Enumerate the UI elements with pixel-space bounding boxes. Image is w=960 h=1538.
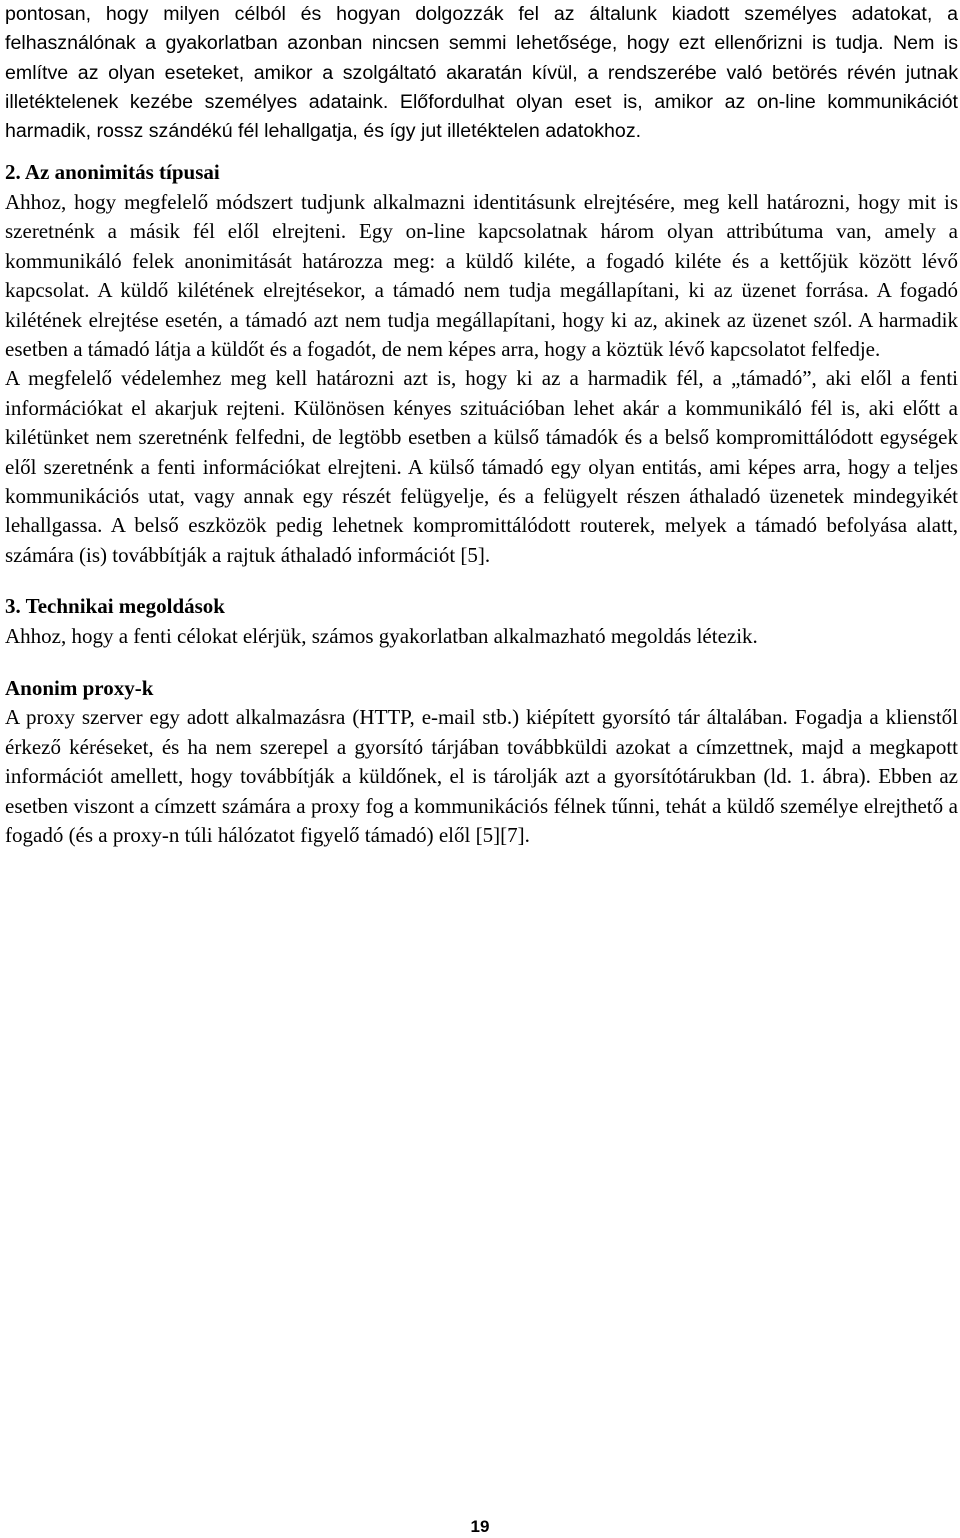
subsection-proxy (5, 674, 958, 850)
body-paragraph: A megfelelő védelemhez meg kell határozni azt is, hogy ki az a harmadik fél, a „támadó”, aki elől a fenti információkat el akarjuk rejteni. Különösen kényes szituációban lehet akár a kommunikáló fél is, aki előtt a kilétünket nem szeretnénk felfedni, de legtöbb esetben a külső támadók és a belső kompromittálódott egységek elől szeretnénk a fenti információkat elrejteni. A külső támadó egy olyan entitás, ami képes arra, hogy a teljes kommunikációs utat, vagy annak egy részét felügyelje, és a felügyelt részen áthaladó üzenetek mindegyikét lehallgassa. A belső eszközök pedig lehetnek kompromittálódott routerek, melyek a támadó befolyása alatt, számára (is) továbbítják a rajtuk áthaladó információt [5]. (5, 366, 958, 567)
section-number: 3. (5, 594, 21, 619)
document-page (5, 0, 958, 850)
page-number: 19 (470, 1517, 490, 1536)
body-paragraph: A proxy szerver egy adott alkalmazásra (HTTP, e-mail stb.) kiépített gyorsító tár általában. Fogadja a klienstől érkező kéréseket, és ha nem szerepel a gyorsító tárjában továbbküldi azokat a címzettnek, majd a megkapott információt amellett, hogy továbbítják a küldőnek, el is tárolják azt a gyorsítótárukban (ld. 1. ábra). Ebben az esetben viszont a címzett számára a proxy fog a kommunikációs félnek tűnni, tehát a küldő személye elrejthető a fogadó (és a proxy-n túli hálózatot figyelő támadó) elől [5][7]. (5, 705, 958, 848)
section-title: Technikai megoldások (25, 594, 225, 619)
section-3 (5, 592, 958, 651)
section-title: Az anonimitás típusai (24, 160, 220, 185)
body-paragraph: Ahhoz, hogy a fenti célokat elérjük, számos gyakorlatban alkalmazható megoldás létezik. (5, 623, 758, 648)
subsection-heading: Anonim proxy-k (5, 675, 154, 700)
section-heading (5, 592, 958, 621)
body-paragraph: Ahhoz, hogy megfelelő módszert tudjunk alkalmazni identitásunk elrejtésére, meg kell határozni, hogy mit is szeretnénk a másik fél elől elrejteni. Egy on-line kapcsolatnak három olyan attribútuma van, amely a kommunikáló felek anonimitását határozza meg: a küldő kiléte, a fogadó kiléte és a kettőjük között lévő kapcsolat. A küldő kilétének elrejtésekor, a támadó nem tudja megállapítani, ki az üzenet forrása. A fogadó kilétének elrejtése esetén, a támadó azt nem tudja megállapítani, hogy ki az, akinek az üzenet szól. A harmadik esetben a támadó látja a küldőt és a fogadót, de nem képes arra, hogy a köztük lévő kapcsolatot felfedje. (5, 189, 958, 361)
section-heading (5, 158, 958, 187)
intro-paragraph: pontosan, hogy milyen célból és hogyan dolgozzák fel az általunk kiadott személyes adatokat, a felhasználónak a gyakorlatban azonban nincsen semmi lehetősége, hogy ezt ellenőrizni is tudja. Nem is említve az olyan eseteket, amikor a szolgáltató akaratán kívül, a rendszerébe való betörés révén jutnak illetéktelenek kezébe személyes adataink. Előfordulhat olyan eset is, amikor az on-line kommunikációt harmadik, rossz szándékú fél lehallgatja, és így jut illetéktelen adatokhoz. (5, 3, 958, 143)
section-number: 2. (5, 160, 21, 185)
intro-block (5, 0, 958, 146)
section-2 (5, 158, 958, 570)
